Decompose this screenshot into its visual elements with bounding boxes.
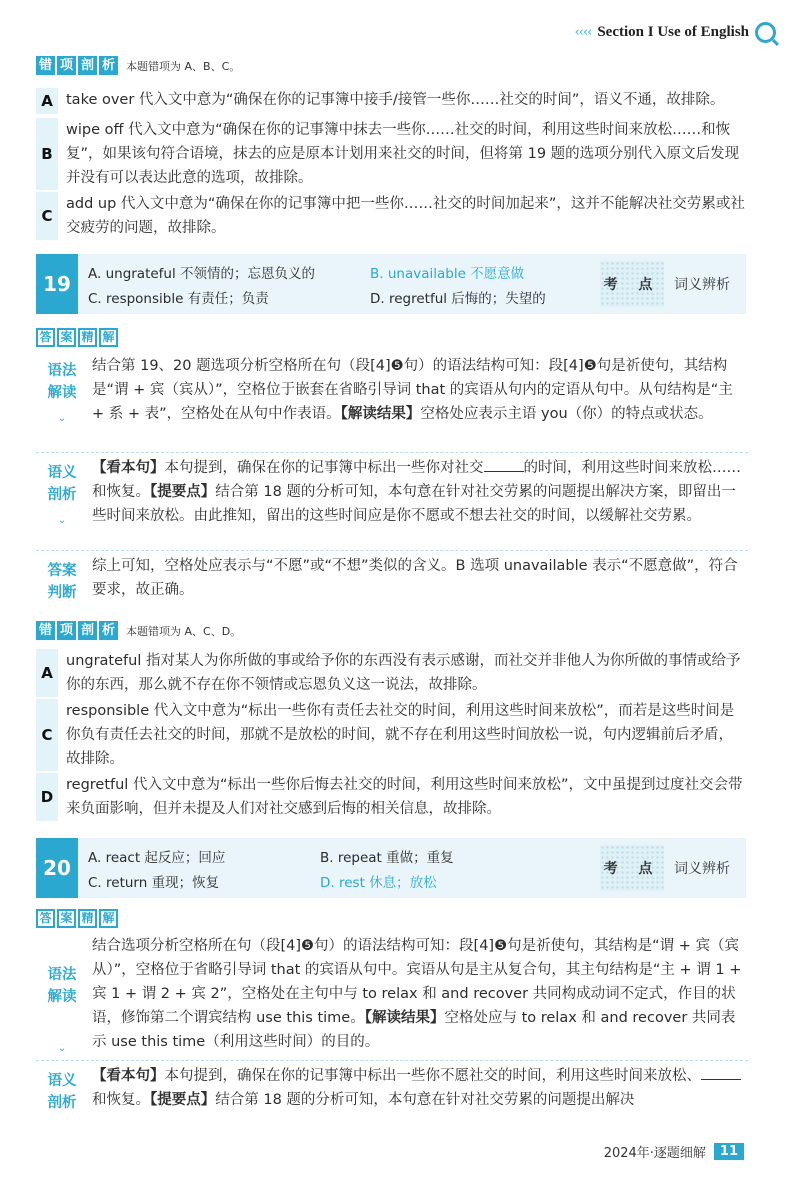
option-explanation	[36, 699, 746, 771]
result-text: 空格处应表示主语 you（你）的特点或状态。	[420, 406, 713, 422]
judge-label	[40, 554, 84, 604]
wrong-options-heading	[36, 621, 241, 640]
tag-char: 析	[99, 621, 118, 640]
grammar-label	[40, 354, 84, 430]
arrow-decoration: ‹‹‹‹	[574, 25, 592, 40]
test-point-label: 考 点	[600, 845, 664, 891]
tag-char: 精	[78, 328, 97, 347]
tag-char: 项	[57, 621, 76, 640]
blank	[701, 1067, 741, 1080]
option-text: add up 代入文中意为“确保在你的记事簿中把一些你……社交的时间加起来”，这并不能解决社交劳累或社交疲劳的问题，故排除。	[66, 196, 745, 236]
wrong-options-tag	[36, 56, 120, 75]
section-title: Section I Use of English	[597, 24, 749, 40]
choices	[78, 254, 596, 314]
label-line: 语义	[47, 465, 77, 481]
option-letter: D	[36, 773, 58, 821]
meaning-label	[40, 456, 84, 532]
grammar-body: 结合选项分析空格所在句（段[4]❺句）的语法结构可知：段[4]❺句是祈使句，其结构是“谓 + 宾（宾从）”，空格位于省略引导词 that 的宾语从句中。宾语从句是主从复合句，其主句结构是“主 + 谓 1 + 宾 1 + 谓 2 + 宾 2”，空格处在主句中与 to relax 和 and recover 共同构成动词不定式，作目的状语，修饰第二个谓宾结构 use this time。	[92, 938, 742, 1026]
tag-char: 案	[57, 328, 76, 347]
grammar-text	[92, 934, 748, 1060]
grammar-analysis	[40, 354, 748, 430]
tag-char: 答	[36, 328, 55, 347]
tag-char: 剖	[78, 56, 97, 75]
choice-a: A. react 起反应；回应	[88, 850, 226, 866]
option-letter: C	[36, 192, 58, 240]
answer-tag	[36, 328, 120, 347]
test-point	[596, 254, 746, 314]
label-line: 判断	[47, 585, 77, 601]
test-point	[596, 838, 746, 898]
option-letter: B	[36, 118, 58, 190]
choice-d-correct: D. rest 休息；放松	[320, 875, 437, 891]
tag-char: 答	[36, 909, 55, 928]
question-number: 19	[36, 254, 78, 314]
tag-char: 项	[57, 56, 76, 75]
choice-c: C. return 重现；恢复	[88, 875, 220, 891]
wrong-options-note: 本题错项为 A、B、C。	[126, 59, 241, 73]
grammar-text	[92, 354, 748, 430]
meaning-part: 和恢复。	[92, 1092, 150, 1108]
label-line: 剖析	[47, 1095, 77, 1111]
option-letter: C	[36, 699, 58, 771]
key-sentence-label: 【看本句】	[92, 460, 165, 476]
meaning-label	[40, 1064, 84, 1114]
option-explanation	[36, 649, 746, 697]
judge-text: 综上可知，空格处应表示与“不愿”或“不想”类似的含义。B 选项 unavailable 表示“不愿意做”，符合要求，故正确。	[92, 558, 738, 598]
option-text: take over 代入文中意为“确保在你的记事簿中接手/接管一些你……社交的时间”，语义不通，故排除。	[66, 92, 725, 108]
label-line: 解读	[47, 989, 77, 1005]
divider	[36, 550, 748, 551]
tag-char: 错	[36, 56, 55, 75]
meaning-analysis	[40, 1064, 748, 1114]
meaning-text	[92, 456, 748, 532]
tag-char: 析	[99, 56, 118, 75]
chevron-down-icon: ⌄	[57, 515, 67, 526]
search-icon	[755, 22, 776, 43]
label-line: 答案	[47, 563, 77, 579]
label-line: 语法	[47, 363, 77, 379]
option-text: regretful 代入文中意为“标出一些你后悔去社交的时间，利用这些时间来放松”，文中虽提到过度社交会带来负面影响，但并未提及人们对社交感到后悔的相关信息，故排除。	[66, 777, 743, 817]
footer-text: 2024年·逐题细解	[603, 1146, 706, 1161]
key-point-label: 【提要点】	[150, 484, 216, 500]
choice-b-correct: B. unavailable 不愿意做	[370, 266, 525, 282]
page-footer	[604, 1142, 744, 1161]
result-label: 【解读结果】	[364, 1010, 445, 1026]
divider	[36, 452, 748, 453]
wrong-options-tag	[36, 621, 120, 640]
question-number: 20	[36, 838, 78, 898]
tag-char: 精	[78, 909, 97, 928]
option-text: responsible 代入文中意为“标出一些你有责任去社交的时间，利用这些时间来放松”，而若是这些时间是你负有责任去社交的时间，那就不是放松的时间，就不存在利用这些时间放松一说，句内逻辑前后矛盾，故排除。	[66, 703, 735, 767]
option-explanation	[36, 88, 746, 114]
option-explanation	[36, 192, 746, 240]
blank	[484, 459, 524, 472]
option-explanation	[36, 118, 746, 190]
tag-char: 解	[99, 328, 118, 347]
choice-c: C. responsible 有责任；负责	[88, 291, 269, 307]
tag-char: 案	[57, 909, 76, 928]
divider	[36, 1060, 748, 1061]
tag-char: 剖	[78, 621, 97, 640]
label-line: 语义	[47, 1073, 77, 1089]
option-letter: A	[36, 88, 58, 114]
result-text: 空格处应与 to relax 和 and recover 共同表示 use this time（利用这些时间）的目的。	[92, 1010, 736, 1050]
option-text: ungrateful 指对某人为你所做的事或给予你的东西没有表示感谢，而社交并非他人为你所做的事情或给予你的东西，那么就不存在你不领情或忘恩负义这一说法，故排除。	[66, 653, 741, 693]
meaning-part: 本句提到，确保在你的记事簿中标出一些你对社交	[164, 460, 484, 476]
tag-char: 错	[36, 621, 55, 640]
answer-tag	[36, 909, 120, 928]
answer-judgement	[40, 554, 748, 604]
option-explanation	[36, 773, 746, 821]
question-19-box	[36, 254, 746, 314]
test-point-value: 词义辨析	[674, 277, 730, 293]
key-sentence-label: 【看本句】	[92, 1068, 165, 1084]
label-line: 解读	[47, 385, 77, 401]
option-text: wipe off 代入文中意为“确保在你的记事簿中抹去一些你……社交的时间，利用这些时间来放松……和恢复”，如果该句符合语境，抹去的应是原本计划用来社交的时间，但将第 19 题的选项分别代入原文后发现并没有可以表达此意的选项，故排除。	[66, 122, 740, 186]
test-point-label: 考 点	[600, 261, 664, 307]
question-20-box	[36, 838, 746, 898]
meaning-text	[92, 1064, 748, 1114]
meaning-part: 结合第 18 题的分析可知，本句意在针对社交劳累的问题提出解决	[215, 1092, 635, 1108]
wrong-options-note: 本题错项为 A、C、D。	[126, 624, 242, 638]
grammar-label	[40, 934, 84, 1060]
label-line: 语法	[47, 967, 77, 983]
answer-heading	[36, 328, 120, 347]
page-number: 11	[714, 1143, 744, 1160]
choice-d: D. regretful 后悔的；失望的	[370, 291, 546, 307]
option-letter: A	[36, 649, 58, 697]
meaning-part: 的时间，利用这些时间来放松……和恢复。	[92, 460, 741, 500]
grammar-analysis	[40, 934, 748, 1060]
answer-heading	[36, 909, 120, 928]
choice-a: A. ungrateful 不领情的；忘恩负义的	[88, 266, 316, 282]
choice-b: B. repeat 重做；重复	[320, 850, 454, 866]
grammar-body: 结合第 19、20 题选项分析空格所在句（段[4]❺句）的语法结构可知：段[4]❺句是祈使句，其结构是“谓 + 宾（宾从）”，空格位于嵌套在省略引导词 that 的宾语从句内的定语从句中。从句结构是“主 + 系 + 表”，空格处在从句中作表语。	[92, 358, 733, 422]
chevron-down-icon: ⌄	[57, 1043, 67, 1054]
result-label: 【解读结果】	[340, 406, 421, 422]
meaning-part: 结合第 18 题的分析可知，本句意在针对社交劳累的问题提出解决方案，即留出一些时间来放松。由此推知，留出的这些时间应是你不愿或不想去社交的时间，以缓解社交劳累。	[92, 484, 736, 524]
key-point-label: 【提要点】	[150, 1092, 216, 1108]
wrong-options-heading	[36, 56, 240, 75]
test-point-value: 词义辨析	[674, 861, 730, 877]
choices	[78, 838, 596, 898]
tag-char: 解	[99, 909, 118, 928]
chevron-down-icon: ⌄	[57, 413, 67, 424]
meaning-analysis	[40, 456, 748, 532]
meaning-part: 本句提到，确保在你的记事簿中标出一些你不愿社交的时间，利用这些时间来放松、	[164, 1068, 701, 1084]
label-line: 剖析	[47, 487, 77, 503]
running-header	[575, 22, 776, 43]
